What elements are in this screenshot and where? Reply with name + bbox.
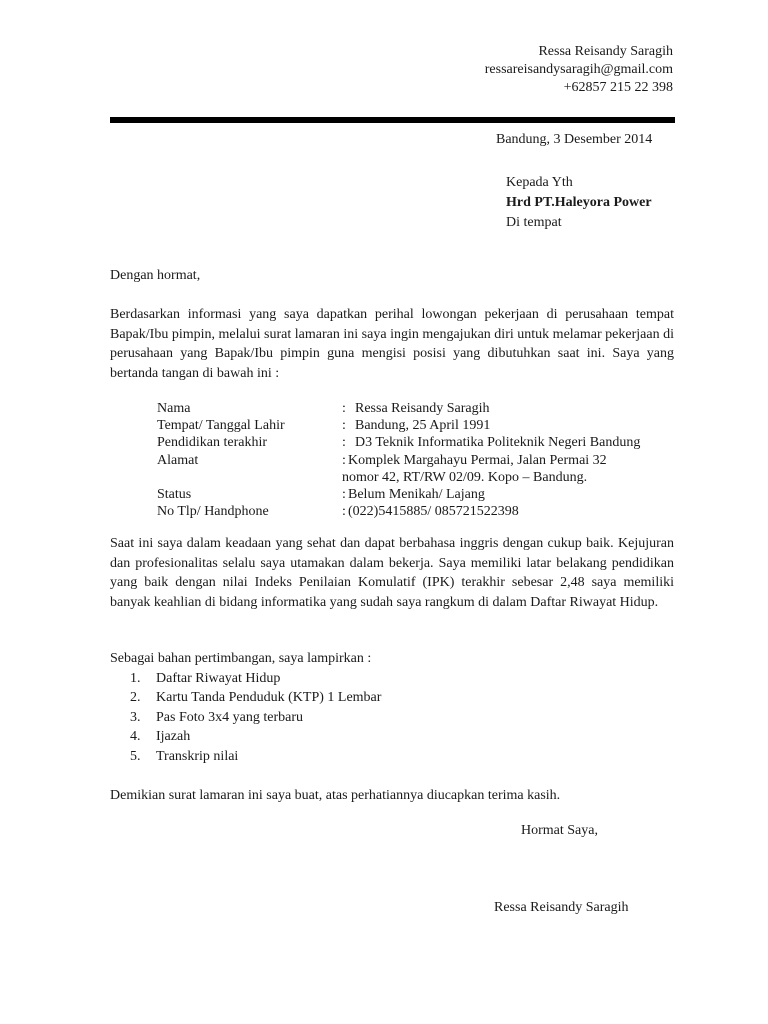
sender-email: ressareisandysaragih@gmail.com (484, 62, 673, 77)
detail-label: Alamat (157, 452, 199, 468)
list-item-number: 3. (130, 709, 141, 725)
recipient-company: Hrd PT.Haleyora Power (506, 195, 652, 210)
letter-date: Bandung, 3 Desember 2014 (496, 132, 653, 147)
detail-colon: : (342, 486, 346, 502)
list-item-text: Kartu Tanda Penduduk (KTP) 1 Lembar (156, 690, 382, 706)
attachments-intro: Sebagai bahan pertimbangan, saya lampirkan : (110, 651, 372, 666)
recipient-salutation: Kepada Yth (506, 175, 573, 190)
list-item-text: Transkrip nilai (156, 748, 239, 764)
detail-value: Komplek Margahayu Permai, Jalan Permai 32 (348, 452, 607, 468)
sender-phone: +62857 215 22 398 (563, 80, 673, 95)
list-item-number: 4. (130, 729, 141, 745)
sender-name: Ressa Reisandy Saragih (538, 44, 673, 59)
sender-header (485, 43, 673, 97)
detail-value: Bandung, 25 April 1991 (355, 418, 491, 434)
detail-colon: : (342, 435, 346, 451)
list-item-number: 1. (130, 671, 141, 686)
detail-value: (022)5415885/ 085721522398 (348, 504, 519, 520)
detail-label: Pendidikan terakhir (157, 435, 268, 451)
detail-colon: : (342, 401, 346, 416)
detail-colon: : (342, 504, 346, 520)
detail-label: Nama (157, 401, 191, 416)
recipient-location: Di tempat (506, 215, 562, 230)
detail-value: Ressa Reisandy Saragih (355, 401, 490, 416)
list-item-text: Daftar Riwayat Hidup (156, 671, 281, 686)
detail-colon: : (342, 418, 346, 434)
list-item-text: Pas Foto 3x4 yang terbaru (156, 709, 303, 725)
detail-value: D3 Teknik Informatika Politeknik Negeri Bandung (355, 435, 641, 451)
detail-value-continuation: nomor 42, RT/RW 02/09. Kopo – Bandung. (342, 469, 588, 485)
closing-salutation: Hormat Saya, (521, 823, 598, 838)
qualifications-paragraph: Saat ini saya dalam keadaan yang sehat dan dapat berbahasa inggris dengan cukup baik. Kejujuran dan profesionalitas selalu saya utamakan dalam bekerja. Saya memiliki latar belakang pendidikan yang baik dengan nilai Indeks Penilaian Komulatif (IPK) terakhir sebesar 2,48 saya memiliki banyak keahlian di bidang informatika yang sudah saya rangkum di dalam Daftar Riwayat Hidup. (110, 536, 674, 610)
detail-label: Tempat/ Tanggal Lahir (157, 418, 285, 434)
detail-colon: : (342, 452, 346, 468)
list-item-number: 5. (130, 748, 141, 764)
closing-paragraph: Demikian surat lamaran ini saya buat, atas perhatiannya diucapkan terima kasih. (110, 788, 561, 803)
intro-paragraph: Berdasarkan informasi yang saya dapatkan perihal lowongan pekerjaan di perusahaan tempat Bapak/Ibu pimpin, melalui surat lamaran ini saya ingin mengajukan diri untuk melamar pekerjaan di perusahaan yang Bapak/Ibu pimpin guna mengisi posisi yang dibutuhkan saat ini. Saya yang bertanda tangan di bawah ini : (110, 307, 674, 381)
list-item-text: Ijazah (156, 729, 191, 745)
detail-value: Belum Menikah/ Lajang (348, 486, 485, 502)
list-item-number: 2. (130, 690, 141, 706)
header-divider (110, 117, 675, 123)
detail-label: Status (157, 486, 192, 502)
signature-name: Ressa Reisandy Saragih (494, 900, 629, 915)
recipient-block (506, 173, 652, 233)
greeting: Dengan hormat, (110, 268, 201, 283)
detail-label: No Tlp/ Handphone (157, 504, 269, 520)
